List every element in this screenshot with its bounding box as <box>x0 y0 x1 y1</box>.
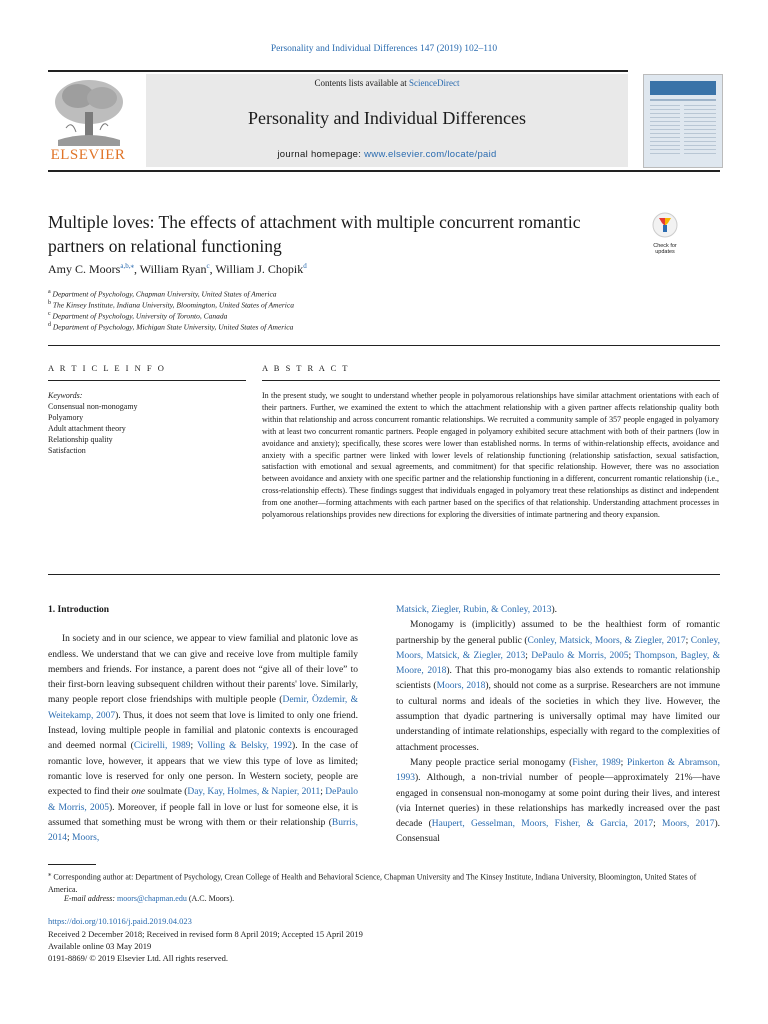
citation-link[interactable]: Conley, Moors, Matsick, & Ziegler, 2013 <box>396 635 720 661</box>
footnote-rule <box>48 864 96 865</box>
author-name[interactable]: William J. Chopik <box>215 262 304 276</box>
header-top-rule <box>48 70 628 72</box>
citation-link[interactable]: Cicirelli, 1989 <box>133 741 191 752</box>
keyword: Relationship quality <box>48 435 113 444</box>
citation-link[interactable]: Matsick, Ziegler, Rubin, & Conley, 2013 <box>396 605 552 615</box>
divider <box>262 380 720 381</box>
citation-link[interactable]: DePaulo & Morris, 2005 <box>531 650 629 661</box>
received-dates: Received 2 December 2018; Received in revised form 8 April 2019; Accepted 15 April 2019 <box>48 929 363 939</box>
paragraph: Monogamy is (implicitly) assumed to be the healthiest form of romantic partnership by the general public (Conley, Matsick, Moors, & Ziegler, 2017; Conley, Moors, Matsick, & Ziegler, 2013; DePaulo & Morris, 2005; Thompson, Bagley, & Moore, 2018). That this pro-monogamy bias also extends to romantic relationship scientists (Moors, 2018), should not come as a surprise. Researchers are not immune to cultural norms and ideals of the societies in which they live. However, the assumption that dyadic partnering is universally optimal may have limited our understanding of intimate relationships, especially with regard to the complexities of attachment processes. <box>396 620 721 753</box>
citation-link[interactable]: Fisher, 1989 <box>572 757 621 768</box>
doi-link[interactable]: https://doi.org/10.1016/j.paid.2019.04.023 <box>48 916 192 926</box>
citation-link[interactable]: Pinkerton & Abramson, 1993 <box>396 757 721 784</box>
citation-link[interactable]: Day, Kay, Holmes, & Napier, 2011 <box>187 787 321 798</box>
citation-link[interactable]: DePaulo & Morris, 2005 <box>48 787 359 813</box>
paragraph: In society and in our science, we appear to view familial and platonic love as endless. We understand that we can give and receive love from multiple family members and friends. For instance, a parent does not “give all of their love” to their first-born leaving subsequent children without their parents' love. Similarly, many people report close friendships with multiple people (Demir, Özdemir, & Weitekamp, 2007). Thus, it does not seem that love is limited to only one friend. Instead, loving multiple people in familial and platonic contexts is encouraged and deemed normal (Cicirelli, 1989; Volling & Belsky, 1992). In the case of romantic love, however, it appears that we view this type of love as limited; romantic love is reserved for only one person. In Western society, people are expected to find their one soulmate (Day, Kay, Holmes, & Napier, 2011; DePaulo & Morris, 2005). Moreover, if people fall in love or lust for someone else, it is assumed that something must be wrong with them or their relationship (Burris, 2014; Moors, <box>48 634 359 844</box>
divider <box>48 574 720 575</box>
body-right-column <box>396 603 720 848</box>
citation-link[interactable]: Conley, Matsick, Moors, & Ziegler, 2017 <box>527 635 686 646</box>
body-left-column <box>48 603 358 846</box>
article-info-heading: A R T I C L E I N F O <box>48 363 166 373</box>
citation-link[interactable]: Burris, 2014 <box>48 817 358 844</box>
paragraph: Matsick, Ziegler, Rubin, & Conley, 2013). <box>396 605 558 615</box>
citation-link[interactable]: Volling & Belsky, 1992 <box>197 741 293 752</box>
check-for-updates-badge[interactable]: Check for updates <box>648 212 682 258</box>
copyright: 0191-8869/ © 2019 Elsevier Ltd. All rights reserved. <box>48 953 228 963</box>
citation-link[interactable]: Demir, Özdemir, & Weitekamp, 2007 <box>48 695 358 721</box>
author-name[interactable]: Amy C. Moors <box>48 262 121 276</box>
affiliation: $^c$ Department of Psychology, University of Toronto, Canada <box>48 311 228 321</box>
corresponding-author-footnote: ⁎ Corresponding author at: Department of Psychology, Crean College of Health and Behavioral Science, Chapman University and The Kinsey Institute, Indiana University, Bloomington, United States of America. <box>48 871 697 894</box>
citation-link[interactable]: Moors, <box>72 833 100 844</box>
paragraph: Many people practice serial monogamy (Fisher, 1989; Pinkerton & Abramson, 1993). Although, a non-trivial number of people—approximately 21%—have engaged in consensual non-monogamy at some point during their lives, and interest (via Internet queries) in these relationships has markedly increased over the past decade (Haupert, Gesselman, Moors, Fisher, & Garcia, 2017; Moors, 2017). Consensual <box>396 757 721 845</box>
keyword: Satisfaction <box>48 446 86 455</box>
elsevier-tree-logo <box>48 76 130 148</box>
journal-citation[interactable]: Personality and Individual Differences 147 (2019) 102–110 <box>270 44 498 54</box>
journal-cover-thumbnail <box>643 74 723 168</box>
affiliation: $^a$ Department of Psychology, Chapman University, United States of America <box>48 289 277 299</box>
journal-title: Personality and Individual Differences <box>247 108 527 128</box>
abstract-text: In the present study, we sought to understand whether people in polyamorous relationships have similar attachment orientations with each of their partners. Further, we examined the extent to which the attachment relationship with a given partner affects relationship quality both within that relationship and across concurrent romantic relationships. We recruited a community sample of 357 people engaged in polyamory with at least two concurrent romantic partners. People engaged in polyamory exhibited secure attachment with both of their partners (low in avoidance and anxiety); specifically, these scores were lower than established norms. In terms of within-relationship effects, avoidance and anxiety with a specific partner were linked with lower levels of relationship functioning (relationship satisfaction, sexual satisfaction, satisfaction with emotional and sexual agreements, and commitment) for that specific relationship. However, there was no association between avoidance and anxiety with one specific partner and the relationship functioning in a different, concurrent romantic relationship (i.e., cross-relationship effects). These findings suggest that individuals engaged in polyamory treat these relationships as distinct and independent from one another—forming attachments with each partner based on the specifics of that relationship. Understanding attachment processes in polyamorous relationships provides new directions for exploring the diversities of intimate partnering and theory expansion. <box>262 391 719 520</box>
author-name[interactable]: William Ryan <box>139 262 207 276</box>
divider <box>48 345 720 346</box>
keyword: Adult attachment theory <box>48 424 126 433</box>
divider <box>48 380 246 381</box>
keywords-label: Keywords: <box>48 391 83 400</box>
author-list: Amy C. Moors$^{a,b,⁎}$, William Ryan$^c$, William J. Chopik$^d$ <box>48 262 307 276</box>
check-updates-icon <box>652 212 678 238</box>
sciencedirect-link[interactable]: ScienceDirect <box>409 78 460 88</box>
contents-available: Contents lists available at ScienceDirect <box>314 78 460 88</box>
affiliation: $^b$ The Kinsey Institute, Indiana University, Bloomington, United States of America <box>48 300 294 310</box>
journal-homepage: journal homepage: www.elsevier.com/locate/paid <box>277 149 497 160</box>
affiliation: $^d$ Department of Psychology, Michigan State University, United States of America <box>48 322 294 332</box>
citation-link[interactable]: Thompson, Bagley, & Moore, 2018 <box>396 650 721 677</box>
keyword: Consensual non-monogamy <box>48 402 138 411</box>
section-heading: 1. Introduction <box>48 605 110 615</box>
keyword: Polyamory <box>48 413 84 422</box>
email-line: E-mail address: moors@chapman.edu (A.C. Moors). <box>64 894 235 903</box>
abstract-heading: A B S T R A C T <box>262 363 350 373</box>
publisher-wordmark: ELSEVIER <box>50 147 126 163</box>
header-bottom-rule <box>48 170 720 172</box>
citation-link[interactable]: Moors, 2017 <box>662 819 715 830</box>
email-link[interactable]: moors@chapman.edu <box>117 894 187 903</box>
citation-link[interactable]: Moors, 2018 <box>436 681 486 692</box>
homepage-link[interactable]: www.elsevier.com/locate/paid <box>364 149 497 160</box>
available-online: Available online 03 May 2019 <box>48 941 152 951</box>
article-title: Multiple loves: The effects of attachment with multiple concurrent romantic partners on relational functioning <box>48 212 581 256</box>
citation-link[interactable]: Haupert, Gesselman, Moors, Fisher, & Garcia, 2017 <box>431 819 654 830</box>
